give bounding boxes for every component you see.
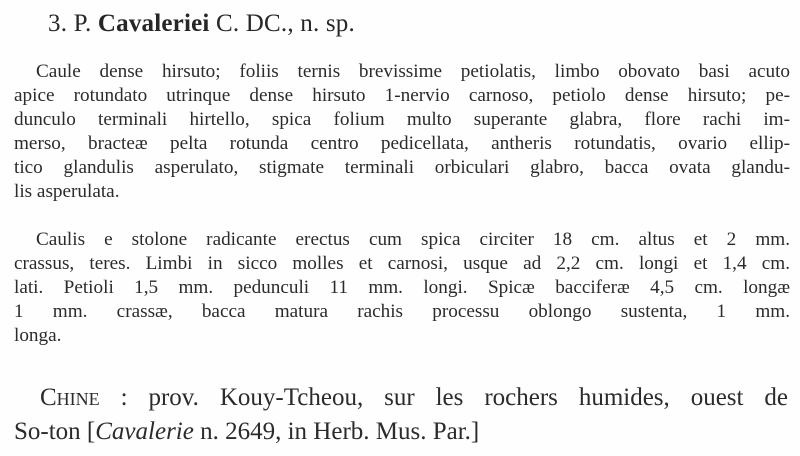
- herbarium-text: n. 2649, in Herb. Mus. Par.]: [193, 418, 480, 445]
- diagnosis-line: tico glandulis asperulato, stigmate terminali orbiculari glabro, bacca ovata glandu-: [14, 156, 790, 178]
- country-name: Chine: [40, 384, 100, 411]
- species-epithet: Cavaleriei: [97, 10, 210, 37]
- collector-name: Cavalerie: [95, 418, 194, 445]
- genus-abbreviation: P.: [73, 10, 92, 37]
- species-number: 3.: [48, 10, 68, 37]
- diagnosis-line: lis asperulata.: [14, 180, 120, 202]
- latin-diagnosis: [14, 60, 790, 203]
- locality-citation: [14, 381, 788, 449]
- place-text: So-ton [: [14, 418, 96, 445]
- species-heading: [48, 10, 355, 38]
- latin-description: [14, 228, 790, 348]
- description-line: longa.: [14, 324, 62, 346]
- species-author: C. DC.,: [216, 10, 294, 37]
- species-status: n. sp.: [300, 10, 355, 37]
- province-text: : prov. Kouy-Tcheou, sur les rochers humides, ouest de: [120, 384, 789, 411]
- diagnosis-line: merso, bracteæ pelta rotunda centro pedicellata, antheris rotundatis, ovario ellip-: [14, 132, 790, 154]
- diagnosis-line: dunculo terminali hirtello, spica folium multo superante glabra, flore rachi im-: [14, 108, 790, 130]
- locality-line: [14, 381, 788, 415]
- diagnosis-line: apice rotundato utrinque dense hirsuto 1-nervio carnoso, petiolo dense hirsuto; pe-: [14, 84, 790, 106]
- description-line: Caulis e stolone radicante erectus cum spica circiter 18 cm. altus et 2 mm.: [36, 229, 790, 250]
- locality-line: [14, 415, 788, 449]
- description-line: crassus, teres. Limbi in sicco molles et carnosi, usque ad 2,2 cm. longi et 1,4 cm.: [14, 252, 790, 274]
- description-line: 1 mm. crassæ, bacca matura rachis processu oblongo sustenta, 1 mm.: [14, 300, 790, 322]
- description-line: lati. Petioli 1,5 mm. pedunculi 11 mm. longi. Spicæ bacciferæ 4,5 cm. longæ: [14, 276, 790, 298]
- diagnosis-line: Caule dense hirsuto; foliis ternis brevissime petiolatis, limbo obovato basi acuto: [36, 61, 790, 82]
